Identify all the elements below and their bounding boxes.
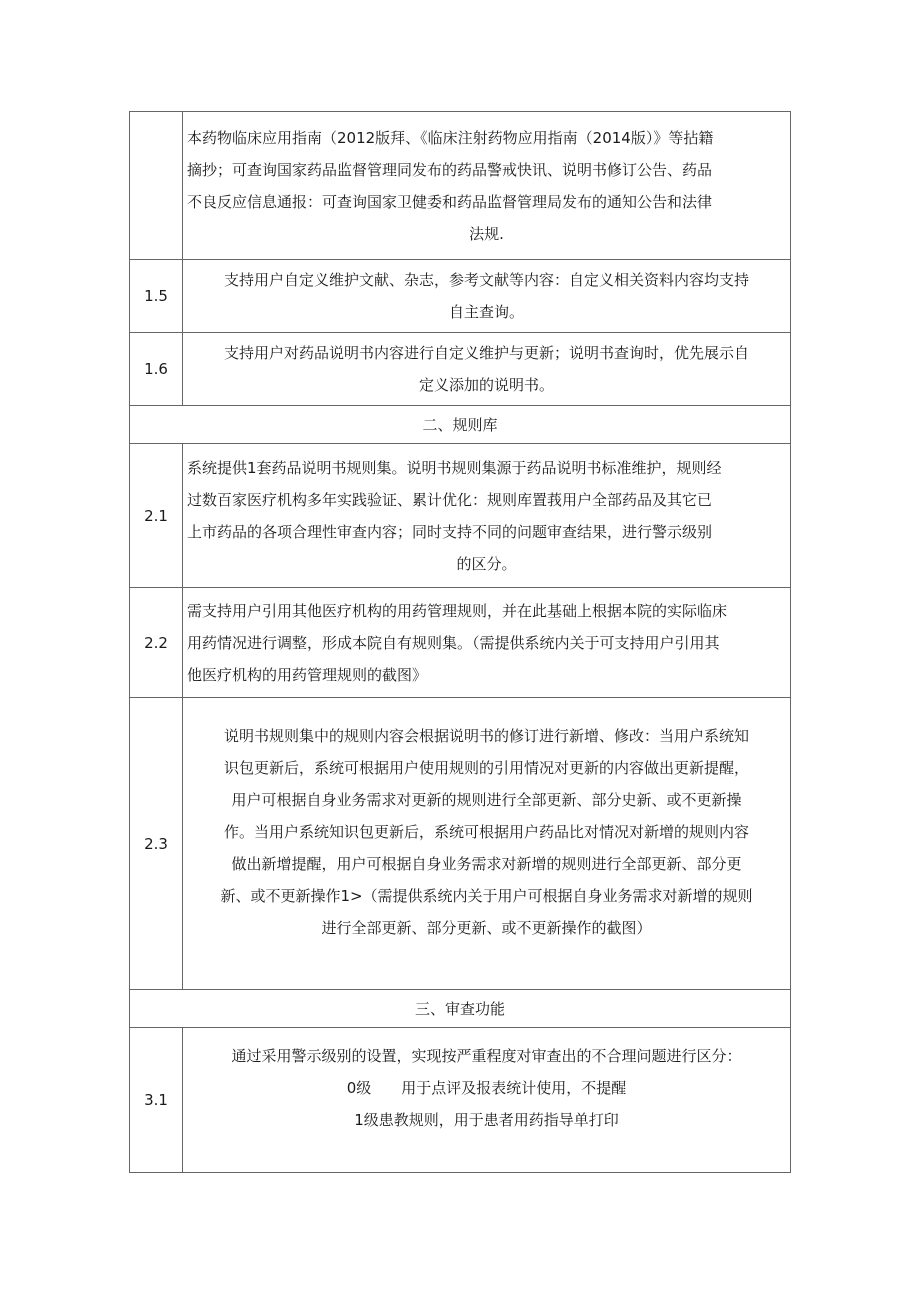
content-line: 新、或不更新操作1>（需提供系统内关于用户可根据自身业务需求对新增的规则 xyxy=(220,886,753,905)
table-row xyxy=(130,1028,791,1173)
content-line: 过数百家医疗机构多年实践验证、累计优化：规则库置莪用户全部药品及其它已 xyxy=(187,490,713,509)
content-line: 他医疗机构的用药管理规则的截图》 xyxy=(187,665,428,684)
content-line: 系统提供1套药品说明书规则集。说明书规则集源于药品说明书标准维护，规则经 xyxy=(187,458,722,477)
row-number: 2.2 xyxy=(130,588,183,698)
row-number: 3.1 xyxy=(130,1028,183,1173)
row-content xyxy=(183,112,791,260)
content-line: 1级患教规则，用于患者用药指导单打印 xyxy=(354,1111,619,1129)
content-line: 用户可根据自身业务需求对更新的规则进行全部更新、部分史新、或不更新操 xyxy=(231,790,742,809)
content-line: 定义添加的说明书。 xyxy=(418,376,554,394)
table-row xyxy=(130,698,791,990)
row-content xyxy=(183,333,791,406)
table-row xyxy=(130,333,791,406)
content-line: 进行全部更新、部分更新、或不更新操作的截图） xyxy=(321,918,652,937)
content-line: 通过采用警示级别的设置，实现按严重程度对审查出的不合理问题进行区分： xyxy=(231,1047,742,1065)
section-title: 三、审查功能 xyxy=(130,990,791,1028)
row-number: 2.1 xyxy=(130,444,183,588)
table-row xyxy=(130,444,791,588)
content-line: 不良反应信息通报：可查询国家卫健委和药品监督管理局发布的通知公告和法律 xyxy=(187,192,713,211)
content-line: 自主查询。 xyxy=(448,303,524,321)
row-content xyxy=(183,588,791,698)
row-number: 1.6 xyxy=(130,333,183,406)
content-line: 用药情况进行调整，形成本院自有规则集。（需提供系统内关于可支持用户引用其 xyxy=(187,633,720,652)
table-row xyxy=(130,112,791,260)
content-line: 上市药品的各项合理性审查内容；同时支持不同的问题审查结果，进行警示级别 xyxy=(187,522,713,541)
content-line: 本药物临床应用指南（2012版拜、《临床注射药物应用指南（2014版）》等拈籍 xyxy=(187,128,714,147)
section-title: 二、规则库 xyxy=(130,406,791,444)
content-line: 摘抄；可查询国家药品监督管理同发布的药品警戒快讯、说明书修订公告、药品 xyxy=(187,160,713,179)
section-row xyxy=(130,990,791,1028)
row-number: 1.5 xyxy=(130,260,183,333)
content-line: 法规. xyxy=(469,224,504,243)
row-content xyxy=(183,444,791,588)
blank-line xyxy=(187,944,786,968)
content-line: 支持用户对药品说明书内容进行自定义维护与更新；说明书查询时，优先展示自 xyxy=(223,344,749,362)
blank-line xyxy=(187,1136,786,1160)
row-number xyxy=(130,112,183,260)
content-line: 支持用户自定义维护文献、杂志，参考文献等内容：自定义相关资料内容均支持 xyxy=(223,271,749,289)
content-line: 识包更新后，系统可根据用户使用规则的引用情况对更新的内容做出更新提醒， xyxy=(223,758,749,777)
table-row xyxy=(130,588,791,698)
row-content xyxy=(183,1028,791,1173)
content-line: 的区分。 xyxy=(456,554,517,573)
row-content xyxy=(183,260,791,333)
content-line: 作。当用户系统知识包更新后，系统可根据用户药品比对情况对新增的规则内容 xyxy=(223,822,749,841)
table-row xyxy=(130,260,791,333)
content-line: 0级 用于点评及报表统计使用，不提醒 xyxy=(346,1079,627,1097)
content-line: 说明书规则集中的规则内容会根据说明书的修订进行新增、修改：当用户系统知 xyxy=(223,726,749,745)
content-line: 做出新增提醒，用户可根据自身业务需求对新增的规则进行全部更新、部分更 xyxy=(231,854,742,873)
section-row xyxy=(130,406,791,444)
spec-table xyxy=(129,111,791,1173)
content-line: 需支持用户引用其他医疗机构的用药管理规则，并在此基础上根据本院的实际临床 xyxy=(187,601,728,620)
row-number: 2.3 xyxy=(130,698,183,990)
row-content xyxy=(183,698,791,990)
